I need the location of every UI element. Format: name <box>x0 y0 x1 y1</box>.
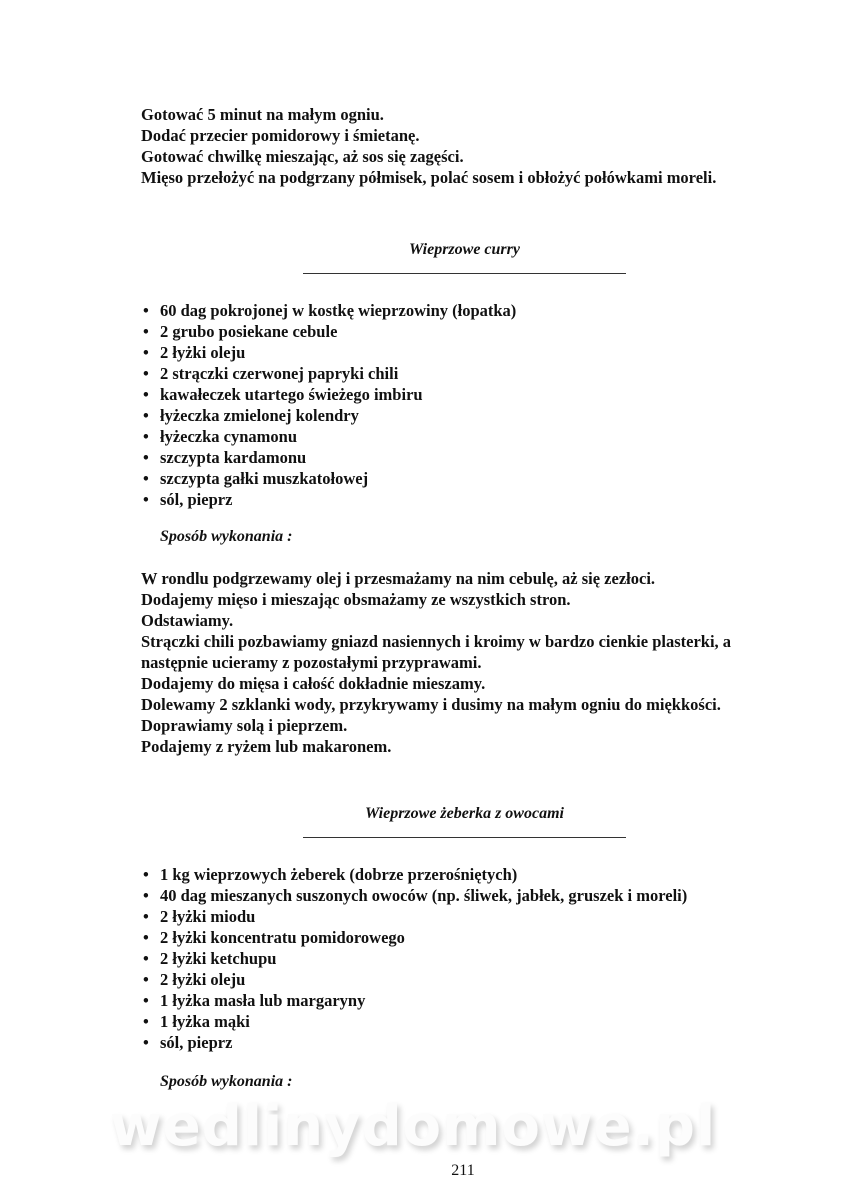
text-line: Mięso przełożyć na podgrzany półmisek, polać sosem i obłożyć połówkami moreli. <box>141 168 717 187</box>
bullet-icon: • <box>143 406 149 425</box>
ingredient-item <box>141 363 516 384</box>
ingredient-item <box>141 426 516 447</box>
ingredient-item <box>141 1032 687 1053</box>
bullet-icon: • <box>143 427 149 446</box>
text-line: następnie ucieramy z pozostałymi przyprawami. <box>141 653 482 672</box>
ingredient-item <box>141 927 687 948</box>
bullet-icon: • <box>143 301 149 320</box>
bullet-icon: • <box>143 448 149 467</box>
text-line: Podajemy z ryżem lub makaronem. <box>141 737 392 756</box>
text-line: Doprawiamy solą i pieprzem. <box>141 716 348 735</box>
bullet-icon: • <box>143 322 149 341</box>
page-number: 211 <box>451 1162 475 1179</box>
ingredient-item <box>141 990 687 1011</box>
ingredient-text: 60 dag pokrojonej w kostkę wieprzowiny (łopatka) <box>160 301 517 320</box>
ingredient-item <box>141 405 516 426</box>
text-line: Gotować chwilkę mieszając, aż sos się zagęści. <box>141 147 464 166</box>
ingredient-text: 2 grubo posiekane cebule <box>160 322 338 341</box>
bullet-icon: • <box>143 949 149 968</box>
ingredient-text: 1 kg wieprzowych żeberek (dobrze przerośniętych) <box>160 865 518 884</box>
recipe-title: Wieprzowe curry <box>409 241 520 258</box>
ingredient-text: 2 łyżki oleju <box>160 970 246 989</box>
bullet-icon: • <box>143 364 149 383</box>
ingredient-text: sól, pieprz <box>160 490 233 509</box>
bullet-icon: • <box>143 928 149 947</box>
ingredient-text: 40 dag mieszanych suszonych owoców (np. śliwek, jabłek, gruszek i moreli) <box>160 886 688 905</box>
ingredient-item <box>141 468 516 489</box>
ingredient-item <box>141 321 516 342</box>
ingredient-item <box>141 447 516 468</box>
ingredient-item <box>141 864 687 885</box>
bullet-icon: • <box>143 907 149 926</box>
method-label: Sposób wykonania : <box>160 528 293 545</box>
ingredient-item <box>141 342 516 363</box>
ingredient-text: łyżeczka zmielonej kolendry <box>160 406 359 425</box>
ingredient-list <box>141 864 687 1053</box>
text-line: Gotować 5 minut na małym ogniu. <box>141 105 384 124</box>
bullet-icon: • <box>143 991 149 1010</box>
bullet-icon: • <box>143 385 149 404</box>
method-text <box>141 568 731 757</box>
bullet-icon: • <box>143 865 149 884</box>
ingredient-text: szczypta gałki muszkatołowej <box>160 469 369 488</box>
bullet-icon: • <box>143 970 149 989</box>
text-line: Strączki chili pozbawiamy gniazd nasiennych i kroimy w bardzo cienkie plasterki, a <box>141 632 732 651</box>
ingredient-text: sól, pieprz <box>160 1033 233 1052</box>
ingredient-item <box>141 300 516 321</box>
bullet-icon: • <box>143 1012 149 1031</box>
bullet-icon: • <box>143 490 149 509</box>
bullet-icon: • <box>143 886 149 905</box>
ingredient-item <box>141 969 687 990</box>
text-line: Dodajemy do mięsa i całość dokładnie mieszamy. <box>141 674 486 693</box>
ingredient-text: 2 łyżki koncentratu pomidorowego <box>160 928 405 947</box>
ingredient-list <box>141 300 516 510</box>
title-divider <box>303 273 626 274</box>
ingredient-item <box>141 1011 687 1032</box>
text-line: Dolewamy 2 szklanki wody, przykrywamy i dusimy na małym ogniu do miękkości. <box>141 695 721 714</box>
method-label: Sposób wykonania : <box>160 1073 293 1090</box>
ingredient-item <box>141 384 516 405</box>
text-line: W rondlu podgrzewamy olej i przesmażamy na nim cebulę, aż się zezłoci. <box>141 569 656 588</box>
ingredient-text: łyżeczka cynamonu <box>160 427 298 446</box>
ingredient-text: szczypta kardamonu <box>160 448 307 467</box>
intro-text <box>141 104 716 188</box>
text-line: Dodać przecier pomidorowy i śmietanę. <box>141 126 420 145</box>
title-divider <box>303 837 626 838</box>
ingredient-item <box>141 948 687 969</box>
ingredient-text: 1 łyżka masła lub margaryny <box>160 991 366 1010</box>
ingredient-item <box>141 489 516 510</box>
bullet-icon: • <box>143 343 149 362</box>
ingredient-text: 1 łyżka mąki <box>160 1012 250 1031</box>
ingredient-text: 2 łyżki ketchupu <box>160 949 277 968</box>
bullet-icon: • <box>143 469 149 488</box>
ingredient-text: 2 łyżki oleju <box>160 343 246 362</box>
text-line: Dodajemy mięso i mieszając obsmażamy ze wszystkich stron. <box>141 590 571 609</box>
ingredient-text: 2 strączki czerwonej papryki chili <box>160 364 399 383</box>
ingredient-text: kawałeczek utartego świeżego imbiru <box>160 385 423 404</box>
recipe-title: Wieprzowe żeberka z owocami <box>365 805 564 822</box>
ingredient-item <box>141 885 687 906</box>
text-line: Odstawiamy. <box>141 611 234 630</box>
watermark: wedlinydomowe.pl <box>110 1094 717 1159</box>
ingredient-item <box>141 906 687 927</box>
bullet-icon: • <box>143 1033 149 1052</box>
ingredient-text: 2 łyżki miodu <box>160 907 256 926</box>
